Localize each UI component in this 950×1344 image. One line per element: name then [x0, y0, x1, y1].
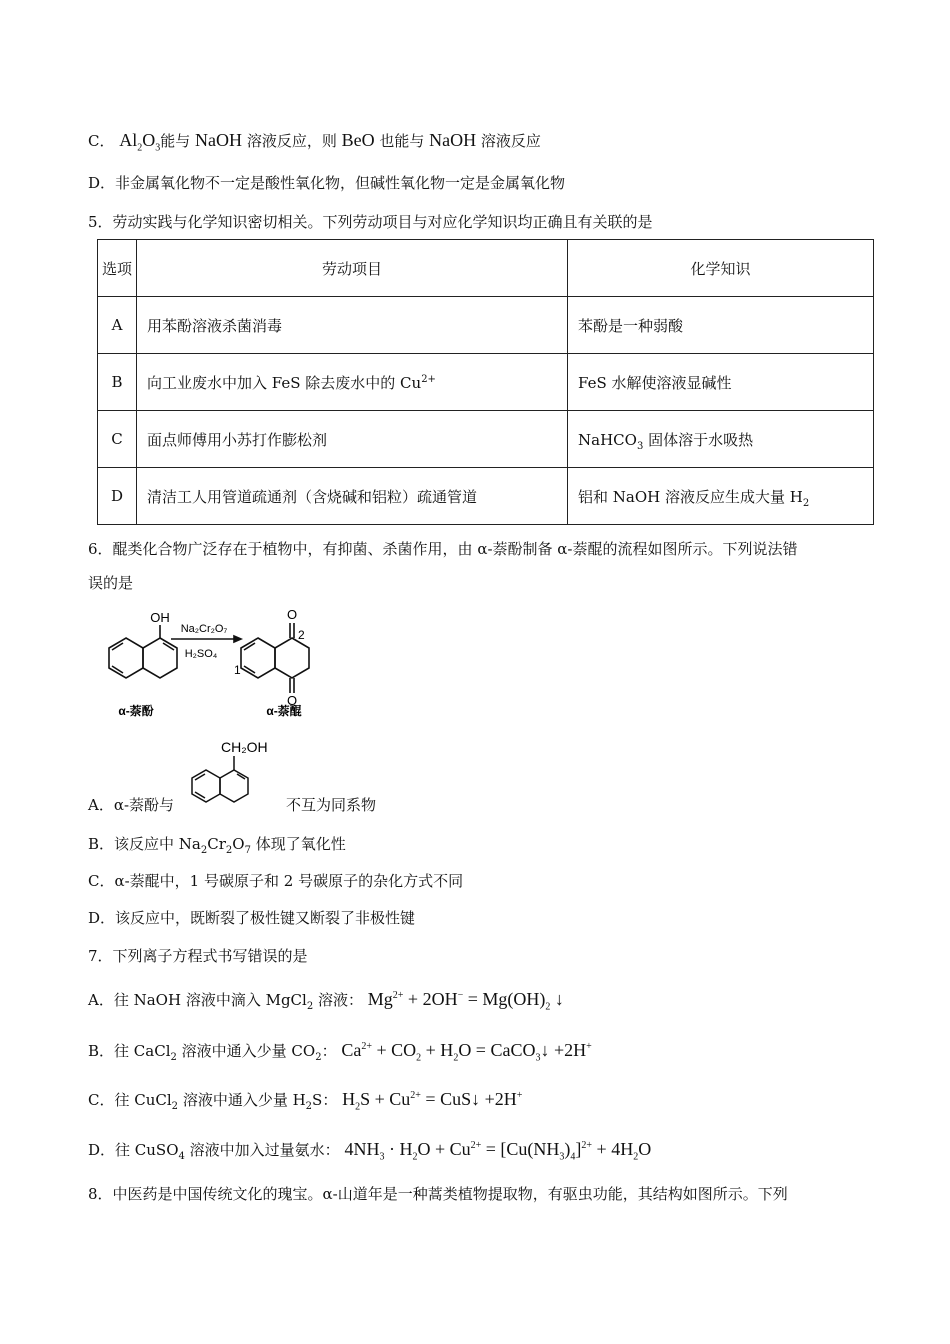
table-cell: 用苯酚溶液杀菌消毒	[137, 297, 568, 354]
q4-option-d: D．非金属氧化物不一定是酸性氧化物，但碱性氧化物一定是金属氧化物	[88, 174, 566, 192]
reagent-top: Na₂Cr₂O₇	[180, 623, 228, 635]
reaction-scheme	[88, 605, 318, 725]
table-cell: FeS 水解使溶液显碱性	[568, 354, 874, 411]
q6-option-c: C．α-萘醌中，1 号碳原子和 2 号碳原子的杂化方式不同	[88, 872, 464, 890]
table-cell: D	[98, 468, 137, 525]
q6-stem-line2: 误的是	[88, 574, 134, 592]
table-cell: 面点师傅用小苏打作膨松剂	[137, 411, 568, 468]
q8-stem: 8．中医药是中国传统文化的瑰宝。α-山道年是一种蒿类植物提取物，有驱虫功能，其结构如图所示。下列	[88, 1185, 788, 1203]
table-header: 劳动项目	[137, 240, 568, 297]
table-cell: NaHCO$_3$ 固体溶于水吸热	[568, 411, 874, 468]
carbon-2-label: 2	[298, 628, 305, 642]
ch2oh-label: CH₂OH	[221, 739, 268, 755]
q6-option-a-pre: A．α-萘酚与	[88, 796, 175, 814]
q7-stem: 7．下列离子方程式书写错误的是	[88, 947, 308, 965]
q7-option-c: C．往 CuCl$_2$ 溶液中通入少量 $H_2S$： $H_2S + Cu^{2+}$ = CuS↓ +2H+	[88, 1089, 523, 1113]
table-cell: B	[98, 354, 137, 411]
q4-option-c: C． $Al_2O_3$能与 NaOH 溶液反应，则 BeO 也能与 NaOH 溶液反应	[88, 130, 541, 154]
q7-option-d: D．往 CuSO$_4$ 溶液中加入过量氨水： $4NH_3 \cdot H_2O + Cu^{2+} = [Cu(NH_3)_4]^{2+} + 4H_2O$	[88, 1139, 652, 1163]
q7-option-a: A．往 NaOH 溶液中滴入 MgCl$_2$ 溶液： $Mg^{2+} + 2OH^- = Mg(OH)_2$ ↓	[88, 989, 564, 1013]
q6-stem-line1: 6．醌类化合物广泛存在于植物中，有抑菌、杀菌作用，由 α-萘酚制备 α-萘醌的流程如图所示。下列说法错	[88, 540, 798, 558]
naphthylmethanol-structure	[178, 736, 288, 806]
table-cell: 苯酚是一种弱酸	[568, 297, 874, 354]
carbon-1-label: 1	[234, 663, 241, 677]
table-row	[98, 411, 874, 468]
q6-option-d: D．该反应中，既断裂了极性键又断裂了非极性键	[88, 909, 416, 927]
table-cell: 铝和 NaOH 溶液反应生成大量 $H_2$	[568, 468, 874, 525]
table-row	[98, 354, 874, 411]
table-header: 选项	[98, 240, 137, 297]
table-row	[98, 468, 874, 525]
table-cell: 向工业废水中加入 FeS 除去废水中的 $Cu^{2+}$	[137, 354, 568, 411]
table-cell: A	[98, 297, 137, 354]
q6-option-b: B．该反应中 $Na_2Cr_2O_7$ 体现了氧化性	[88, 835, 346, 856]
oxygen-top: O	[286, 607, 298, 622]
oh-label: OH	[150, 610, 170, 625]
label-alpha-naphthoquinone: α-萘醌	[266, 704, 302, 718]
q7-option-b: B．往 CaCl$_2$ 溶液中通入少量 $CO_2$： $Ca^{2+} + CO_2 + H_2O$ = CaCO$_3$↓ +2H+	[88, 1040, 592, 1064]
q5-table	[97, 239, 874, 525]
table-cell: C	[98, 411, 137, 468]
table-row	[98, 297, 874, 354]
label-alpha-naphthol: α-萘酚	[118, 704, 154, 718]
oxygen-bottom: O	[286, 693, 298, 708]
table-cell: 清洁工人用管道疏通剂（含烧碱和铝粒）疏通管道	[137, 468, 568, 525]
table-header: 化学知识	[568, 240, 874, 297]
reagent-bottom: H₂SO₄	[184, 648, 218, 660]
q5-stem: 5．劳动实践与化学知识密切相关。下列劳动项目与对应化学知识均正确且有关联的是	[88, 213, 653, 231]
table-header-row	[98, 240, 874, 297]
q6-option-a-post: 不互为同系物	[286, 796, 377, 814]
